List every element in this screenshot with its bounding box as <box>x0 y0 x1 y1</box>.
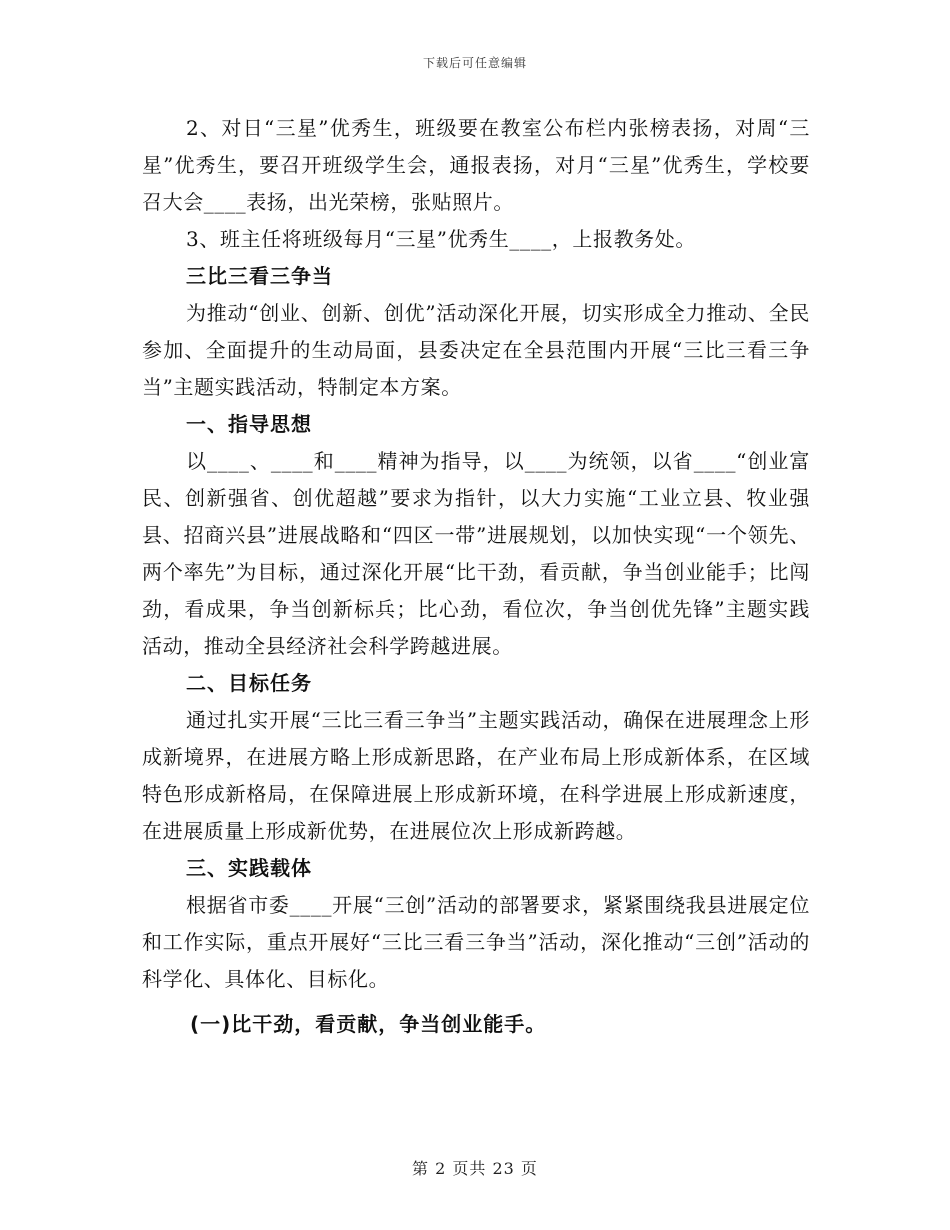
section-heading-guiding-ideology: 一、指导思想 <box>186 412 312 436</box>
paragraph-intro: 为推动“创业、创新、创优”活动深化开展，切实形成全力推动、全民参加、全面提升的生动局面，县委决定在全县范围内开展“三比三看三争当”主题实践活动，特制定本方案。 <box>142 301 810 399</box>
page-header: 下载后可任意编辑 <box>422 56 527 70</box>
section-heading-carriers: 三、实践载体 <box>186 856 312 880</box>
paragraph-carriers: 根据省市委____开展“三创”活动的部署要求，紧紧围绕我县进展定位和工作实际，重点开展好“三比三看三争当”活动，深化推动“三创”活动的科学化、具体化、目标化。 <box>142 893 810 991</box>
paragraph-item-3: 3、班主任将班级每月“三星”优秀生____，上报教务处。 <box>186 227 696 251</box>
document-body <box>142 110 810 1043</box>
subsection-heading-1: (一)比干劲，看贡献，争当创业能手。 <box>190 1012 547 1036</box>
paragraph-guiding-ideology: 以____、____和____精神为指导，以____为统领，以省____“创业富民、创新强省、创优超越”要求为指针，以大力实施“工业立县、牧业强县、招商兴县”进展战略和“四区一带”进展规划，以加快实现“一个领先、两个率先”为目标，通过深化开展“比干劲，看贡献，争当创业能手；比闯劲，看成果，争当创新标兵；比心劲，看位次，争当创优先锋”主题实践活动，推动全县经济社会科学跨越进展。 <box>142 449 810 658</box>
paragraph-item-2: 2、对日“三星”优秀生，班级要在教室公布栏内张榜表扬，对周“三星”优秀生，要召开班级学生会，通报表扬，对月“三星”优秀生，学校要召大会____表扬，出光荣榜，张贴照片。 <box>142 116 810 214</box>
paragraph-goals: 通过扎实开展“三比三看三争当”主题实践活动，确保在进展理念上形成新境界，在进展方略上形成新思路，在产业布局上形成新体系，在区域特色形成新格局，在保障进展上形成新环境，在科学进展上形成新速度，在进展质量上形成新优势，在进展位次上形成新跨越。 <box>142 708 810 843</box>
page-footer: 第 2 页共 23 页 <box>412 1159 538 1178</box>
document-title: 三比三看三争当 <box>186 264 333 288</box>
section-heading-goals: 二、目标任务 <box>186 671 312 695</box>
